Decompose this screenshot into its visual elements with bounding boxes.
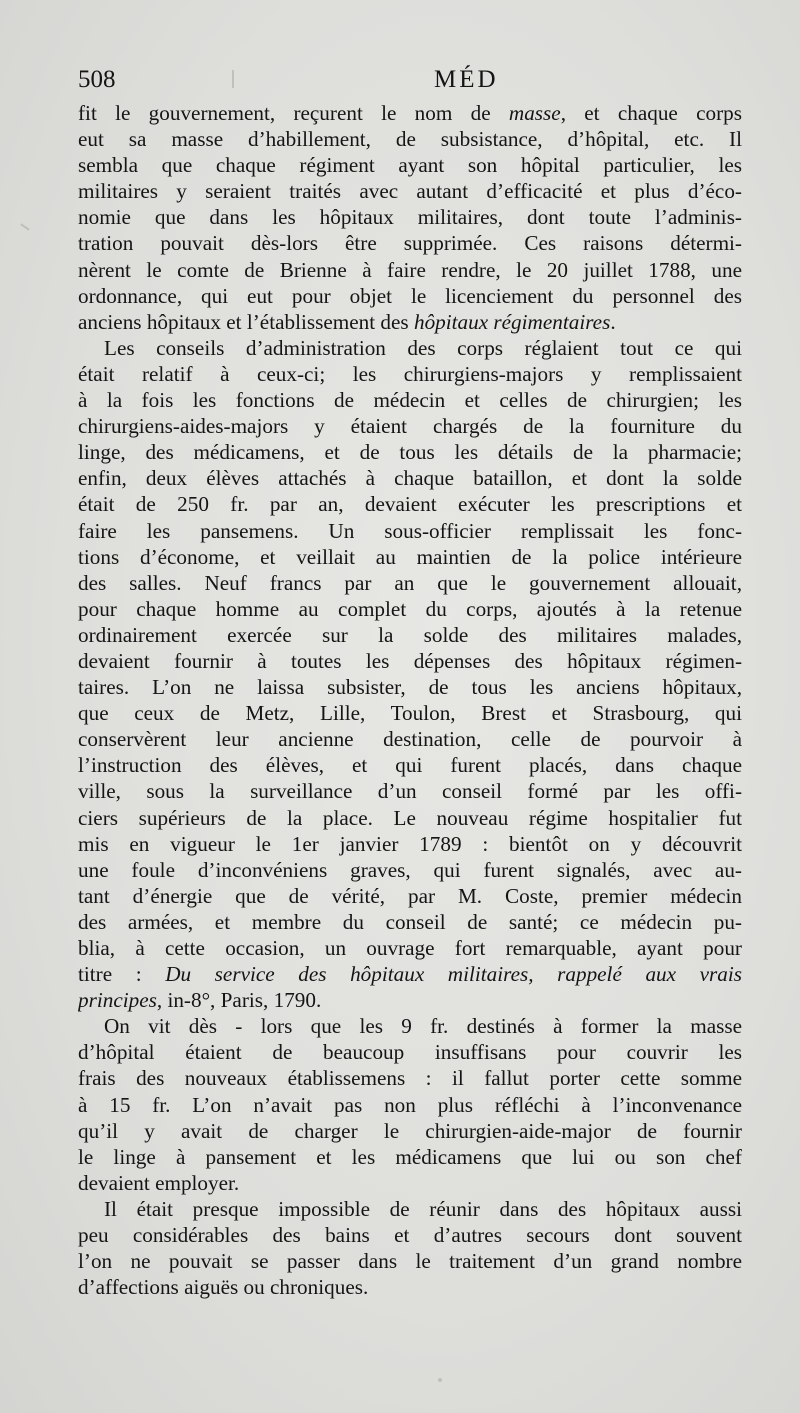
- text-run: .: [610, 309, 616, 334]
- text-run: eut sa masse d’habillement, de subsistance, d’hôpital, etc. Il: [78, 127, 742, 152]
- text-run: conservèrent leur ancienne destination, celle de pourvoir à: [78, 727, 742, 752]
- text-line: [78, 805, 742, 831]
- text-run: l’on ne pouvait se passer dans le traitement d’un grand nombre: [78, 1249, 742, 1274]
- text-run: fit le gouvernement, reçurent le nom de: [78, 101, 509, 125]
- text-run: On vit dès - lors que les 9 fr. destinés à former la masse: [104, 1014, 742, 1039]
- text-line: [78, 387, 742, 413]
- italic-run: hôpitaux régimentaires: [413, 309, 611, 334]
- text-line: [78, 465, 742, 491]
- text-run: Les conseils d’administration des corps réglaient tout ce qui: [104, 335, 742, 360]
- text-run: à 15 fr. L’on n’avait pas non plus réfléchi à l’inconvenance: [78, 1092, 742, 1117]
- text-run: frais des nouveaux établissemens : il fallut porter cette somme: [78, 1066, 742, 1091]
- paper-speck: [438, 1378, 442, 1382]
- text-line: [78, 257, 742, 283]
- text-line: [78, 935, 742, 961]
- text-run: des salles. Neuf francs par an que le gouvernement allouait,: [78, 570, 742, 595]
- text-line: [78, 700, 742, 726]
- text-line: [78, 230, 742, 256]
- text-line: [78, 883, 742, 909]
- text-run: une foule d’inconvéniens graves, qui furent signalés, avec au-: [78, 857, 742, 882]
- text-run: d’hôpital étaient de beaucoup insuffisans pour couvrir les: [78, 1040, 742, 1065]
- text-line: [78, 335, 742, 361]
- text-run: ciers supérieurs de la place. Le nouveau régime hospitalier fut: [78, 805, 742, 830]
- italic-run: Du service des hôpitaux militaires, rappelé aux vrais: [165, 962, 742, 987]
- text-run: que ceux de Metz, Lille, Toulon, Brest et Strasbourg, qui: [78, 701, 742, 726]
- text-line: [78, 1196, 742, 1222]
- text-run: ordinairement exercée sur la solde des militaires malades,: [78, 622, 742, 647]
- text-line: [78, 909, 742, 935]
- text-run: enfin, deux élèves attachés à chaque bataillon, et dont la solde: [78, 466, 742, 491]
- text-line: [78, 283, 742, 309]
- text-line: [78, 987, 742, 1013]
- text-run: ordonnance, qui eut pour objet le licenciement du personnel des: [78, 283, 742, 308]
- page-number: 508: [78, 66, 116, 93]
- text-run: militaires y seraient traités avec autant d’efficacité et plus d’éco-: [78, 179, 742, 204]
- text-run: linge, des médicamens, et de tous les détails de la pharmacie;: [78, 440, 742, 465]
- text-run: anciens hôpitaux et l’établissement des: [78, 309, 414, 334]
- text-run: mis en vigueur le 1er janvier 1789 : bientôt on y découvrit: [78, 831, 742, 856]
- text-run: , et chaque corps: [560, 101, 742, 125]
- text-run: sembla que chaque régiment ayant son hôpital particulier, les: [78, 153, 742, 178]
- text-line: [78, 1092, 742, 1118]
- text-line: [78, 491, 742, 517]
- text-line: [78, 831, 742, 857]
- text-line: [78, 674, 742, 700]
- paragraph: [78, 335, 742, 1013]
- text-run: blia, à cette occasion, un ouvrage fort remarquable, ayant pour: [78, 936, 742, 960]
- text-run: tions d’économe, et veillait au maintien de la police intérieure: [78, 544, 742, 569]
- text-line: [78, 1274, 742, 1300]
- text-line: [78, 439, 742, 465]
- running-head: MÉD: [434, 66, 499, 93]
- text-run: l’instruction des élèves, et qui furent placés, dans chaque: [78, 753, 742, 778]
- text-line: [78, 1039, 742, 1065]
- page-header: [78, 66, 750, 100]
- text-line: [78, 961, 742, 987]
- text-run: nomie que dans les hôpitaux militaires, dont toute l’adminis-: [78, 205, 742, 230]
- text-run: devaient fournir à toutes les dépenses des hôpitaux régimen-: [78, 648, 742, 673]
- text-line: [78, 152, 742, 178]
- text-line: [78, 1170, 742, 1196]
- text-run: le linge à pansement et les médicamens que lui ou son chef: [78, 1144, 742, 1169]
- paragraph: [78, 1196, 742, 1300]
- text-run: d’affections aiguës ou chroniques.: [78, 1275, 369, 1300]
- text-run: ville, sous la surveillance d’un conseil formé par les offi-: [78, 779, 742, 804]
- text-line: [78, 413, 742, 439]
- text-run: pour chaque homme au complet du corps, ajoutés à la retenue: [78, 596, 742, 621]
- text-run: était relatif à ceux-ci; les chirurgiens-majors y remplissaient: [78, 361, 742, 386]
- italic-run: masse: [508, 101, 561, 125]
- text-line: [78, 361, 742, 387]
- text-line: [78, 1222, 742, 1248]
- text-line: [78, 596, 742, 622]
- text-run: tant d’énergie que de vérité, par M. Coste, premier médecin: [78, 883, 742, 908]
- text-run: peu considérables des bains et d’autres secours dont souvent: [78, 1223, 742, 1248]
- text-line: [78, 778, 742, 804]
- text-run: taires. L’on ne laissa subsister, de tous les anciens hôpitaux,: [78, 675, 742, 700]
- text-line: [78, 726, 742, 752]
- text-line: [78, 126, 742, 152]
- text-line: [78, 1144, 742, 1170]
- text-run: chirurgiens-aides-majors y étaient chargés de la fourniture du: [78, 414, 742, 439]
- text-line: [78, 752, 742, 778]
- text-run: devaient employer.: [78, 1170, 240, 1195]
- body-text: [78, 100, 742, 1300]
- text-line: [78, 309, 742, 335]
- text-line: [78, 544, 742, 570]
- text-run: était de 250 fr. par an, devaient exécuter les prescriptions et: [78, 492, 742, 517]
- text-line: [78, 1065, 742, 1091]
- paper-speck: [20, 223, 29, 230]
- text-run: faire les pansemens. Un sous-officier remplissait les fonc-: [78, 518, 742, 543]
- text-run: titre :: [78, 962, 166, 987]
- text-run: tration pouvait dès-lors être supprimée. Ces raisons détermi-: [78, 231, 742, 256]
- text-run: des armées, et membre du conseil de santé; ce médecin pu-: [78, 909, 742, 934]
- text-run: qu’il y avait de charger le chirurgien-aide-major de fournir: [78, 1118, 742, 1143]
- text-line: [78, 1118, 742, 1144]
- text-line: [78, 100, 742, 126]
- text-line: [78, 1248, 742, 1274]
- text-line: [78, 204, 742, 230]
- text-line: [78, 648, 742, 674]
- paragraph: [78, 1013, 742, 1196]
- text-run: Il était presque impossible de réunir dans des hôpitaux aussi: [104, 1196, 742, 1221]
- text-line: [78, 622, 742, 648]
- text-line: [78, 518, 742, 544]
- italic-run: principes: [78, 988, 157, 1013]
- text-line: [78, 570, 742, 596]
- text-run: , in-8°, Paris, 1790.: [156, 988, 322, 1013]
- text-line: [78, 178, 742, 204]
- text-line: [78, 1013, 742, 1039]
- paragraph: [78, 100, 742, 335]
- paper-speck: [232, 70, 234, 88]
- text-run: nèrent le comte de Brienne à faire rendre, le 20 juillet 1788, une: [78, 257, 742, 282]
- text-run: à la fois les fonctions de médecin et celles de chirurgien; les: [78, 388, 742, 413]
- text-line: [78, 857, 742, 883]
